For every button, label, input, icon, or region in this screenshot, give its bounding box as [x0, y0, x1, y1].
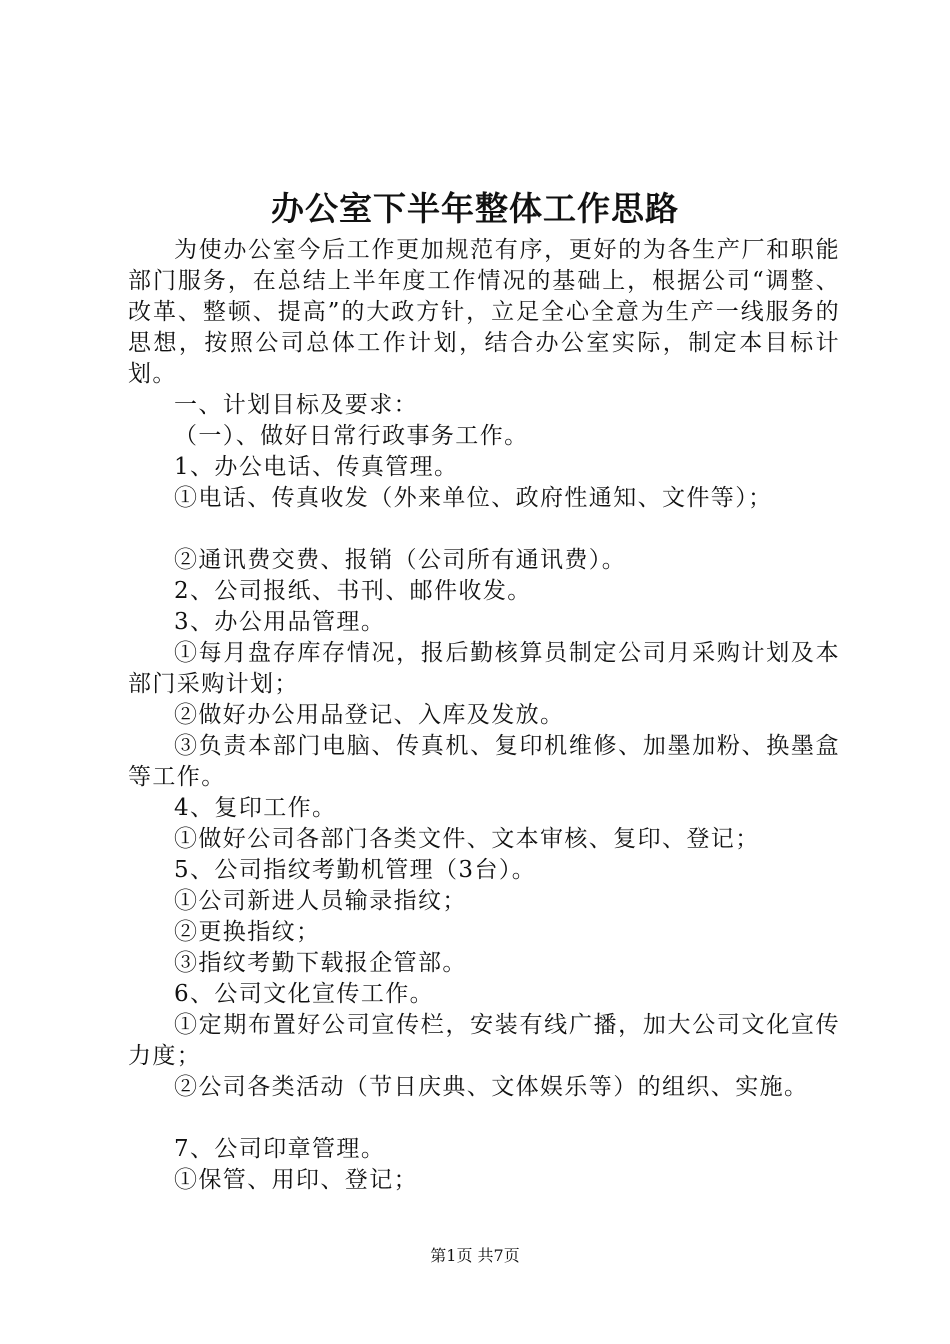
page-footer: 第1页 共7页 [430, 1246, 520, 1265]
item-newspaper-mail: 2、公司报纸、书刊、邮件收发。 [174, 578, 532, 604]
document-title: 办公室下半年整体工作思路 [271, 189, 679, 228]
subitem-attendance-download: ③指纹考勤下载报企管部。 [174, 950, 467, 976]
item-seal-management: 7、公司印章管理。 [174, 1136, 386, 1162]
subitem-bulletin-board: ①定期布置好公司宣传栏，安装有线广播，加大公司文化宣传力度； [128, 1012, 840, 1069]
intro-paragraph: 为使办公室今后工作更加规范有序，更好的为各生产厂和职能部门服务，在总结上半年度工作情况的基础上，根据公司“调整、改革、整顿、提高”的大政方针，立足全心全意为生产一线服务的思想，按照公司总体工作计划，结合办公室实际，制定本目标计划。 [128, 237, 840, 387]
subsection-heading-daily-admin: （一）、做好日常行政事务工作。 [174, 423, 529, 449]
document-body [128, 235, 840, 1196]
subitem-company-activities: ②公司各类活动（节日庆典、文体娱乐等）的组织、实施。 [174, 1074, 809, 1100]
subitem-telecom-fees: ②通讯费交费、报销（公司所有通讯费）。 [174, 547, 627, 573]
subitem-monthly-inventory: ①每月盘存库存情况，报后勤核算员制定公司月采购计划及本部门采购计划； [128, 640, 840, 697]
subitem-new-fingerprint: ①公司新进人员输录指纹； [174, 888, 467, 914]
item-attendance-machine: 5、公司指纹考勤机管理（3台）。 [174, 857, 537, 883]
subitem-supplies-registration: ②做好办公用品登记、入库及发放。 [174, 702, 565, 728]
item-culture-promotion: 6、公司文化宣传工作。 [174, 981, 435, 1007]
item-copying: 4、复印工作。 [174, 795, 337, 821]
section-heading-plan-goals: 一、计划目标及要求： [174, 392, 418, 418]
subitem-equipment-maintenance: ③负责本部门电脑、传真机、复印机维修、加墨加粉、换墨盒等工作。 [128, 733, 840, 790]
blank-line [128, 1103, 840, 1134]
subitem-seal-custody: ①保管、用印、登记； [174, 1167, 418, 1193]
blank-line [128, 514, 840, 545]
subitem-replace-fingerprint: ②更换指纹； [174, 919, 321, 945]
item-phone-fax-management: 1、办公电话、传真管理。 [174, 454, 459, 480]
item-office-supplies: 3、办公用品管理。 [174, 609, 386, 635]
subitem-phone-fax-receive: ①电话、传真收发（外来单位、政府性通知、文件等）； [174, 485, 773, 511]
subitem-copying-review: ①做好公司各部门各类文件、文本审核、复印、登记； [174, 826, 760, 852]
